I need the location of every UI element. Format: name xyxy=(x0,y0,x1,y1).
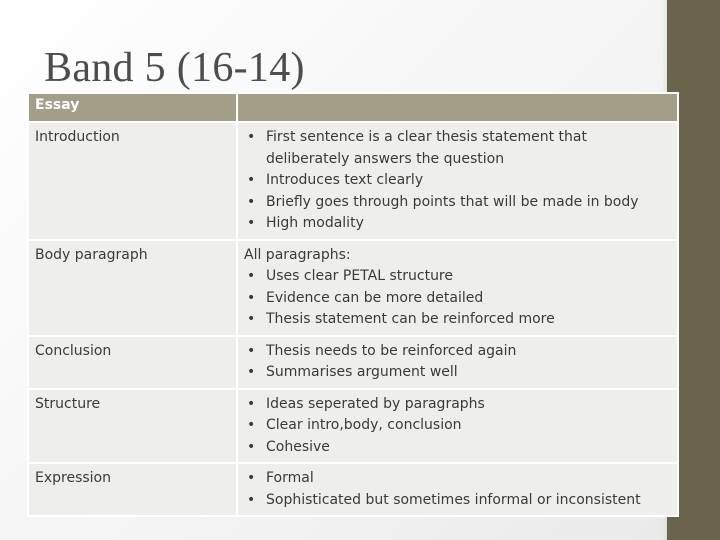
criteria-list xyxy=(244,394,671,459)
bullet-icon: • xyxy=(247,193,256,210)
header-cell-essay: Essay xyxy=(28,93,237,122)
row-criteria xyxy=(237,336,678,389)
list-item xyxy=(244,437,671,459)
bullet-icon: • xyxy=(247,268,256,284)
bullet-icon: • xyxy=(247,438,256,455)
row-label: Introduction xyxy=(28,122,237,240)
list-item xyxy=(244,288,671,310)
rubric-table xyxy=(27,92,679,517)
bullet-icon: • xyxy=(247,289,256,306)
criteria-item-text: Thesis statement can be reinforced more xyxy=(266,311,555,327)
list-item xyxy=(244,341,671,363)
list-item xyxy=(244,192,671,214)
criteria-item-text: Summarises argument well xyxy=(266,364,458,380)
criteria-item-text: First sentence is a clear thesis statement that deliberately answers the question xyxy=(266,129,587,167)
bullet-icon: • xyxy=(247,311,256,327)
bullet-icon: • xyxy=(247,491,256,508)
table-row xyxy=(28,463,678,516)
list-item xyxy=(244,213,671,235)
bullet-icon: • xyxy=(247,364,256,380)
table-row xyxy=(28,240,678,336)
row-criteria xyxy=(237,122,678,240)
slide-title: Band 5 (16-14) xyxy=(44,45,305,91)
criteria-list xyxy=(244,266,671,331)
criteria-item-text: Introduces text clearly xyxy=(266,172,424,188)
list-item xyxy=(244,170,671,192)
list-item xyxy=(244,394,671,416)
bullet-icon: • xyxy=(247,215,256,231)
table-header-row xyxy=(28,93,678,122)
criteria-item-text: Sophisticated but sometimes informal or inconsistent xyxy=(266,491,641,508)
bullet-icon: • xyxy=(247,129,256,145)
table-row xyxy=(28,122,678,240)
criteria-list xyxy=(244,341,671,384)
criteria-item-text: Uses clear PETAL structure xyxy=(266,268,453,284)
row-criteria xyxy=(237,463,678,516)
bullet-icon: • xyxy=(247,342,256,359)
criteria-item-text: Clear intro,body, conclusion xyxy=(266,417,462,433)
list-item xyxy=(244,266,671,288)
criteria-item-text: Briefly goes through points that will be made in body xyxy=(266,193,639,210)
table-row xyxy=(28,389,678,464)
criteria-item-text: Ideas seperated by paragraphs xyxy=(266,395,485,412)
criteria-item-text: Formal xyxy=(266,470,314,486)
list-item xyxy=(244,362,671,384)
row-label: Conclusion xyxy=(28,336,237,389)
bullet-icon: • xyxy=(247,470,256,486)
header-cell-blank xyxy=(237,93,678,122)
bullet-icon: • xyxy=(247,395,256,412)
list-item xyxy=(244,490,671,512)
row-label: Body paragraph xyxy=(28,240,237,336)
row-criteria xyxy=(237,389,678,464)
list-item xyxy=(244,309,671,331)
criteria-list xyxy=(244,468,671,511)
criteria-item-text: Thesis needs to be reinforced again xyxy=(266,342,517,359)
criteria-lead-text: All paragraphs: xyxy=(244,246,351,263)
criteria-item-text: Evidence can be more detailed xyxy=(266,289,484,306)
rubric-body xyxy=(28,122,678,516)
row-label: Structure xyxy=(28,389,237,464)
bullet-icon: • xyxy=(247,172,256,188)
table-row xyxy=(28,336,678,389)
criteria-list xyxy=(244,127,671,235)
list-item xyxy=(244,415,671,437)
criteria-item-text: High modality xyxy=(266,215,364,231)
list-item xyxy=(244,468,671,490)
row-criteria xyxy=(237,240,678,336)
bullet-icon: • xyxy=(247,417,256,433)
criteria-item-text: Cohesive xyxy=(266,438,330,455)
list-item xyxy=(244,127,671,170)
row-label: Expression xyxy=(28,463,237,516)
